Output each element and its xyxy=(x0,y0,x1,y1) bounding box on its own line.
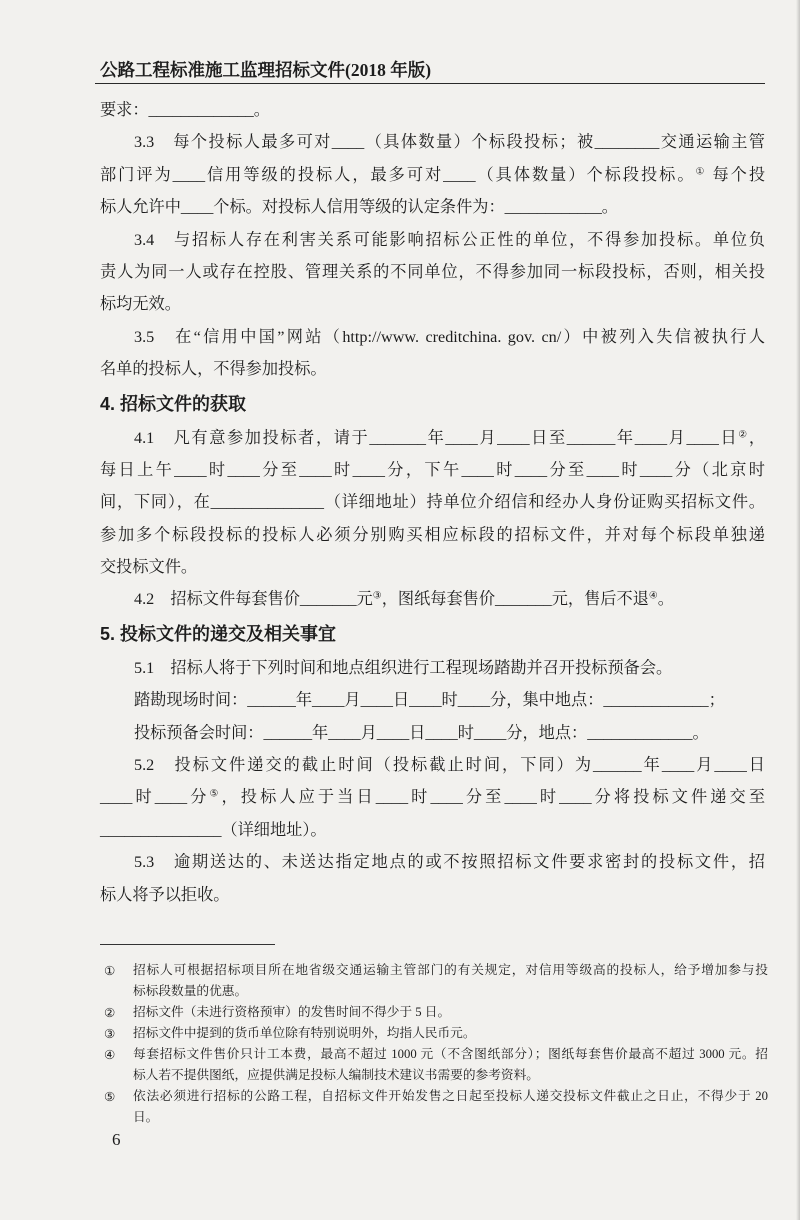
footnote-ref-1: ① xyxy=(695,166,707,178)
footnote-2-text xyxy=(133,1002,768,1023)
clause-4-1-line-5: 交投标文件。 xyxy=(100,558,198,577)
running-header-title: 公路工程标准施工监理招标文件(2018 年版) xyxy=(100,60,432,80)
clause-3-3-line-2-text: 部门评为____信用等级的投标人，最多可对____（具体数量）个标段投标。 xyxy=(100,165,696,184)
clause-3-5-line-1: 3.5 在“信用中国”网站（http://www. creditchina. gov. cn/）中被列入失信被执行人 xyxy=(134,327,765,346)
requirement-line: 要求：_____________。 xyxy=(100,101,270,119)
clause-3-4-line-3: 标均无效。 xyxy=(100,295,181,314)
clause-4-1-line-3: 间，下同），在______________（详细地址）持单位介绍信和经办人身份证购买招标文件。 xyxy=(100,493,765,512)
page-edge-shadow xyxy=(796,0,800,1220)
clause-5-2-line-2-text-cont: ，投标人应于当日____时____分至____时____分将投标文件递交至 xyxy=(221,788,766,807)
footnote-3-line-1: 招标文件中提到的货币单位除有特别说明外，均指人民币元。 xyxy=(133,1025,476,1040)
footnote-4-text xyxy=(133,1044,768,1086)
footnote-2-line-1: 招标文件（未进行资格预审）的发售时间不得少于 5 日。 xyxy=(133,1004,451,1019)
footnote-rule xyxy=(100,944,275,945)
clause-4-1-line-4: 参加多个标段投标的投标人必须分别购买相应标段的招标文件，并对每个标段单独递 xyxy=(100,525,765,544)
footnote-ref-5: ⑤ xyxy=(209,788,222,800)
clause-4-2-text-a: 4.2 招标文件每套售价_______元 xyxy=(134,590,373,609)
clause-5-3-line-2: 标人将予以拒收。 xyxy=(100,885,230,904)
clause-3-3-line-1: 3.3 每个投标人最多可对____（具体数量）个标段投标；被________交通运输主管 xyxy=(134,133,765,152)
clause-5-3-line-1: 5.3 逾期送达的、未送达指定地点的或不按照招标文件要求密封的投标文件，招 xyxy=(134,853,765,872)
footnote-ref-2: ② xyxy=(738,429,749,441)
footnote-5-line-2: 日。 xyxy=(133,1109,159,1124)
footnote-4-line-2: 标人若不提供图纸，应提供满足投标人编制技术建议书需要的参考资料。 xyxy=(133,1067,539,1082)
footnote-5-text xyxy=(133,1086,768,1128)
clause-5-1-site-visit-line: 踏勘现场时间：______年____月____日____时____分，集中地点：_____________； xyxy=(134,691,725,710)
footnote-2 xyxy=(100,1002,768,1023)
footnote-5 xyxy=(100,1086,768,1128)
clause-3-5-line-2: 名单的投标人，不得参加投标。 xyxy=(100,360,327,379)
footnote-1 xyxy=(100,960,768,1002)
footnote-1-text xyxy=(133,960,768,1002)
footnote-4 xyxy=(100,1044,768,1086)
footnote-1-line-1: 招标人可根据招标项目所在地省级交通运输主管部门的有关规定，对信用等级高的投标人，给予增加参与投 xyxy=(133,962,768,977)
clause-5-2-line-2-text: ____时____分 xyxy=(100,788,210,807)
clause-5-1-line-1: 5.1 招标人将于下列时间和地点组织进行工程现场踏勘并召开投标预备会。 xyxy=(134,658,673,677)
clause-5-2-line-1: 5.2 投标文件递交的截止时间（投标截止时间，下同）为______年____月____日 xyxy=(134,756,765,775)
clause-3-3-line-2-text-cont: 每个投 xyxy=(706,165,766,184)
footnote-3-text xyxy=(133,1023,768,1044)
clause-4-2-text-c: 。 xyxy=(657,590,674,609)
clause-4-1-line-1-text-cont: ， xyxy=(748,428,766,447)
footnote-2-mark: ② xyxy=(104,1004,116,1020)
clause-3-4-line-1: 3.4 与招标人存在利害关系可能影响招标公正性的单位，不得参加投标。单位负 xyxy=(134,230,765,249)
clause-4-2-line xyxy=(100,583,765,615)
footnote-3 xyxy=(100,1023,768,1044)
footnote-1-mark: ① xyxy=(104,962,116,978)
clause-5-2-line-3: _______________（详细地址）。 xyxy=(100,820,327,839)
body-text xyxy=(100,94,765,911)
clause-4-1-line-2: 每日上午____时____分至____时____分，下午____时____分至____时____分（北京时 xyxy=(100,460,765,479)
footnote-4-mark: ④ xyxy=(104,1046,116,1062)
clause-5-2-line-2 xyxy=(100,781,765,813)
footnote-ref-3: ③ xyxy=(372,590,382,602)
footnote-5-line-1: 依法必须进行招标的公路工程，自招标文件开始发售之日起至投标人递交投标文件截止之日止，不得少于 20 xyxy=(133,1088,768,1103)
footnote-1-line-2: 标标段数量的优惠。 xyxy=(133,983,248,998)
footnote-3-mark: ③ xyxy=(104,1025,116,1041)
clause-3-3-line-2 xyxy=(100,159,765,191)
clause-4-1-line-1-text: 4.1 凡有意参加投标者，请于_______年____月____日至______年____月____日 xyxy=(134,428,739,447)
clause-4-1-line-1 xyxy=(100,422,765,454)
footnotes xyxy=(100,960,768,1128)
clause-3-3-line-3: 标人允许中____个标。对投标人信用等级的认定条件为：____________。 xyxy=(100,198,618,217)
footnote-ref-4: ④ xyxy=(648,590,658,602)
page-number: 6 xyxy=(112,1130,121,1149)
clause-4-2-text-b: ，图纸每套售价_______元，售后不退 xyxy=(381,590,649,609)
clause-3-4-line-2: 责人为同一人或存在控股、管理关系的不同单位，不得参加同一标段投标，否则，相关投 xyxy=(100,262,765,281)
header-rule xyxy=(95,83,765,84)
clause-5-1-pre-bid-meeting-line: 投标预备会时间：______年____月____日____时____分，地点：_____________。 xyxy=(134,723,709,742)
section-4-heading: 4. 招标文件的获取 xyxy=(100,393,247,414)
footnote-5-mark: ⑤ xyxy=(104,1088,116,1104)
footnote-4-line-1: 每套招标文件售价只计工本费，最高不超过 1000 元（不含图纸部分）；图纸每套售价最高不超过 3000 元。招 xyxy=(133,1046,768,1061)
section-5-heading: 5. 投标文件的递交及相关事宜 xyxy=(100,623,337,644)
